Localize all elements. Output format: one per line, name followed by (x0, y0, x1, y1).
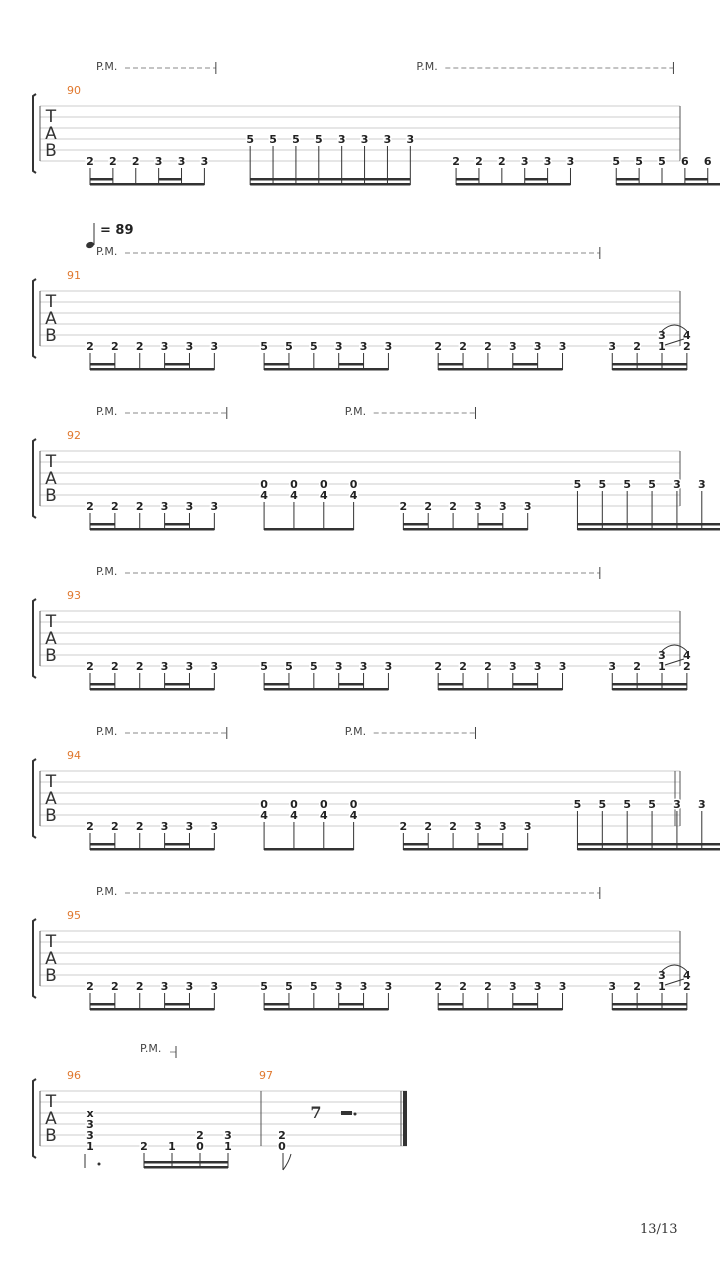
palm-mute-label: P.M. (96, 405, 118, 418)
tab-clef-b: B (45, 806, 57, 826)
eighth-rest: 7 (310, 1103, 322, 1122)
fret-number: 2 (459, 660, 467, 673)
fret-number: 3 (533, 340, 542, 353)
beam-secondary (165, 843, 190, 846)
tab-clef-a: A (45, 309, 57, 329)
fret-number: 5 (598, 798, 607, 811)
beam-primary (90, 848, 214, 851)
fret-number: 2 (683, 660, 691, 673)
measure-number: 90 (67, 84, 81, 97)
beam-secondary (250, 178, 410, 181)
system-bracket (33, 94, 36, 173)
beam-secondary (264, 1003, 289, 1006)
fret-number: 0 (319, 478, 328, 491)
palm-mute-label: P.M. (344, 725, 367, 738)
tab-clef-a: A (45, 949, 57, 969)
beam-secondary (339, 363, 364, 366)
beam-secondary (612, 683, 687, 686)
fret-number: 3 (658, 969, 666, 982)
fret-number: 0 (349, 798, 358, 811)
beam-primary (577, 528, 720, 531)
fret-number: 3 (543, 155, 552, 168)
tab-clef-t: T (45, 932, 57, 952)
beam-secondary (612, 363, 687, 366)
fret-number: 3 (360, 133, 369, 146)
fret-number: 4 (349, 809, 358, 822)
measure-number: 95 (67, 909, 81, 922)
beam-secondary (438, 1003, 463, 1006)
augmentation-dot (354, 1113, 357, 1116)
beam-primary (264, 1008, 388, 1011)
fret-number: 3 (697, 478, 706, 491)
fret-number: 2 (109, 155, 117, 168)
fret-number: 0 (319, 798, 328, 811)
fret-number: 2 (111, 500, 119, 513)
fret-number: 3 (558, 980, 567, 993)
fret-number: 2 (449, 820, 457, 833)
fret-number: 3 (608, 340, 617, 353)
fret-number: 3 (508, 340, 517, 353)
tab-clef-a: A (45, 789, 57, 809)
tab-clef-b: B (45, 141, 57, 161)
beam-secondary (577, 523, 720, 526)
fret-number: 5 (260, 340, 268, 353)
beam-secondary (513, 683, 538, 686)
fret-number: 4 (349, 489, 358, 502)
fret-number: 5 (635, 155, 643, 168)
fret-number: 3 (533, 660, 542, 673)
fret-number: 0 (260, 798, 268, 811)
fret-number: 2 (683, 340, 691, 353)
final-barline-thick (403, 1091, 407, 1146)
fret-number: 1 (168, 1140, 176, 1153)
fret-number: 5 (573, 798, 582, 811)
fret-number: 5 (260, 660, 268, 673)
tab-clef-t: T (45, 1092, 57, 1112)
beam-secondary (438, 363, 463, 366)
beam-primary (264, 848, 354, 851)
fret-number: 2 (135, 820, 144, 833)
fret-number: 2 (452, 155, 460, 168)
beam-secondary (438, 683, 463, 686)
fret-number: 2 (633, 660, 641, 673)
page-number: 13/13 (640, 1222, 678, 1237)
system-bracket (33, 599, 36, 678)
fret-number: 3 (558, 340, 567, 353)
slide-mark (665, 659, 684, 665)
fret-number: 3 (185, 820, 194, 833)
fret-number: 5 (292, 133, 300, 146)
fret-number: 3 (154, 155, 163, 168)
fret-number: 3 (520, 155, 529, 168)
fret-number: 4 (290, 489, 298, 502)
system-bracket (33, 1079, 36, 1158)
fret-number: 3 (658, 329, 666, 342)
beam-primary (264, 368, 388, 371)
beam-secondary (90, 843, 115, 846)
fret-number: 0 (196, 1140, 204, 1153)
fret-number: 2 (475, 155, 483, 168)
palm-mute-label: P.M. (344, 405, 367, 418)
fret-number: 2 (633, 340, 641, 353)
fret-number: 2 (459, 340, 467, 353)
fret-number: 5 (260, 980, 268, 993)
fret-number: 3 (384, 980, 393, 993)
beam-secondary (616, 178, 639, 181)
palm-mute-label: P.M. (96, 245, 118, 258)
fret-number: 2 (424, 820, 433, 833)
fret-number: 2 (683, 980, 691, 993)
fret-number: 4 (290, 809, 298, 822)
fret-number: 2 (111, 660, 119, 673)
half-rest (341, 1111, 352, 1115)
fret-number: 5 (309, 980, 318, 993)
chord-fret: 1 (86, 1140, 94, 1153)
fret-number: 2 (135, 660, 144, 673)
beam-secondary (612, 1003, 687, 1006)
fret-number: 3 (160, 660, 169, 673)
palm-mute-label: P.M. (416, 60, 438, 73)
fret-number: 4 (683, 329, 691, 342)
fret-number: 2 (449, 500, 457, 513)
fret-number: 5 (285, 340, 293, 353)
tab-clef-b: B (45, 646, 57, 666)
fret-number: 3 (210, 660, 219, 673)
fret-number: 5 (598, 478, 607, 491)
fret-number: 0 (260, 478, 268, 491)
beam-primary (90, 528, 214, 531)
fret-number: 5 (623, 798, 632, 811)
tab-clef-b: B (45, 1126, 57, 1146)
fret-number: 3 (383, 133, 392, 146)
tab-clef-a: A (45, 469, 57, 489)
beam-secondary (525, 178, 548, 181)
beam-secondary (165, 683, 190, 686)
beam-primary (456, 183, 570, 186)
beam-secondary (165, 363, 190, 366)
system-bracket (33, 759, 36, 838)
beam-secondary (165, 1003, 190, 1006)
fret-number: 2 (135, 340, 144, 353)
beam-secondary (478, 843, 503, 846)
fret-number: 3 (533, 980, 542, 993)
tab-clef-t: T (45, 772, 57, 792)
fret-number: 0 (290, 798, 298, 811)
fret-number: 4 (319, 489, 328, 502)
fret-number: 2 (434, 980, 443, 993)
fret-number: 2 (434, 660, 443, 673)
palm-mute-label: P.M. (140, 1042, 162, 1055)
palm-mute-label: P.M. (96, 885, 118, 898)
fret-number: 3 (185, 500, 194, 513)
beam-secondary (403, 523, 428, 526)
fret-number: 3 (508, 980, 517, 993)
beam-primary (403, 848, 527, 851)
fret-number: 3 (658, 649, 666, 662)
fret-number: 3 (523, 820, 532, 833)
fret-number: 5 (612, 155, 621, 168)
palm-mute-label: P.M. (96, 60, 118, 73)
beam-primary (90, 688, 214, 691)
fret-number: 2 (424, 500, 433, 513)
beam-primary (90, 1008, 214, 1011)
fret-number: 3 (210, 980, 219, 993)
fret-number: 3 (359, 340, 368, 353)
fret-number: 3 (406, 133, 415, 146)
fret-number: 5 (648, 798, 656, 811)
fret-number: 3 (566, 155, 575, 168)
measure-number: 92 (67, 429, 81, 442)
fret-number: 2 (459, 980, 467, 993)
fret-number: 2 (140, 1140, 148, 1153)
measure-number: 91 (67, 269, 81, 282)
beam-primary (90, 368, 214, 371)
fret-number: 2 (86, 820, 94, 833)
beam-secondary (685, 178, 708, 181)
fret-number: 3 (499, 500, 507, 513)
fret-number: 0 (349, 478, 358, 491)
measure-number: 97 (259, 1069, 273, 1082)
beam-secondary (90, 1003, 115, 1006)
fret-number: 2 (484, 660, 492, 673)
beam-secondary (456, 178, 479, 181)
fret-number: 2 (111, 820, 119, 833)
fret-number: 3 (359, 660, 368, 673)
fret-number: 2 (399, 500, 408, 513)
fret-number: 2 (86, 340, 94, 353)
chord-fret: 3 (86, 1129, 94, 1142)
beam-secondary (159, 178, 182, 181)
system-bracket (33, 919, 36, 998)
fret-number: 2 (278, 1129, 286, 1142)
fret-number: 3 (210, 340, 219, 353)
fret-number: 2 (633, 980, 641, 993)
fret-number: 5 (285, 660, 293, 673)
beam-primary (90, 183, 204, 186)
measure-number: 94 (67, 749, 81, 762)
fret-number: 2 (111, 340, 119, 353)
fret-number: 3 (499, 820, 507, 833)
fret-number: 3 (160, 980, 169, 993)
tempo-mark: = 89 (100, 223, 134, 238)
fret-number: 3 (160, 340, 169, 353)
fret-number: 3 (384, 340, 393, 353)
fret-number: 3 (359, 980, 368, 993)
fret-number: 1 (658, 340, 666, 353)
tab-clef-b: B (45, 966, 57, 986)
tab-clef-a: A (45, 1109, 57, 1129)
beam-primary (250, 183, 410, 186)
fret-number: 3 (673, 478, 681, 491)
fret-number: 3 (608, 980, 617, 993)
beam-secondary (403, 843, 428, 846)
fret-number: 5 (309, 340, 318, 353)
beam-secondary (513, 363, 538, 366)
tab-clef-t: T (45, 452, 57, 472)
fret-number: 5 (658, 155, 666, 168)
fret-number: 3 (558, 660, 567, 673)
fret-number: 3 (177, 155, 186, 168)
beam-primary (616, 183, 720, 186)
fret-number: 5 (285, 980, 293, 993)
fret-number: 1 (224, 1140, 232, 1153)
fret-number: 2 (86, 660, 94, 673)
fret-number: 2 (484, 980, 492, 993)
beam-secondary (264, 363, 289, 366)
fret-number: 3 (334, 340, 343, 353)
beam-secondary (165, 523, 190, 526)
fret-number: 2 (86, 155, 94, 168)
beam-secondary (339, 683, 364, 686)
palm-mute-label: P.M. (96, 565, 118, 578)
fret-number: 0 (278, 1140, 286, 1153)
tab-clef-a: A (45, 124, 57, 144)
fret-number: 2 (434, 340, 443, 353)
fret-number: 3 (200, 155, 209, 168)
beam-secondary (577, 843, 720, 846)
fret-number: 3 (673, 798, 681, 811)
fret-number: 3 (185, 980, 194, 993)
beam-secondary (513, 1003, 538, 1006)
beam-primary (144, 1166, 228, 1169)
fret-number: 5 (269, 133, 277, 146)
fret-number: 1 (658, 660, 666, 673)
fret-number: 3 (210, 820, 219, 833)
chord-fret: 3 (86, 1118, 94, 1131)
measure-number: 96 (67, 1069, 81, 1082)
beam-primary (612, 1008, 687, 1011)
beam-primary (438, 688, 562, 691)
fret-number: 3 (608, 660, 617, 673)
fret-number: 6 (681, 155, 689, 168)
beam-secondary (264, 683, 289, 686)
fret-number: 2 (484, 340, 492, 353)
tab-clef-t: T (45, 292, 57, 312)
fret-number: 5 (573, 478, 582, 491)
fret-number: 3 (697, 798, 706, 811)
fret-number: 3 (474, 500, 482, 513)
fret-number: 4 (683, 649, 691, 662)
tab-clef-t: T (45, 612, 57, 632)
fret-number: 5 (648, 478, 656, 491)
fret-number: 3 (185, 340, 194, 353)
fret-number: 0 (290, 478, 298, 491)
fret-number: 5 (314, 133, 323, 146)
fret-number: 2 (498, 155, 506, 168)
augmentation-dot (98, 1163, 101, 1166)
fret-number: 3 (160, 820, 169, 833)
fret-number: 3 (210, 500, 219, 513)
fret-number: 3 (185, 660, 194, 673)
tempo-note (85, 241, 95, 249)
fret-number: 2 (135, 980, 144, 993)
beam-primary (438, 1008, 562, 1011)
beam-secondary (90, 683, 115, 686)
tab-clef-b: B (45, 486, 57, 506)
beam-primary (264, 528, 354, 531)
fret-number: 5 (246, 133, 254, 146)
fret-number: 4 (319, 809, 328, 822)
system-bracket (33, 439, 36, 518)
fret-number: 4 (260, 489, 268, 502)
fret-number: 3 (224, 1129, 232, 1142)
tab-clef-b: B (45, 326, 57, 346)
beam-secondary (90, 363, 115, 366)
fret-number: 5 (309, 660, 318, 673)
fret-number: 3 (337, 133, 346, 146)
beam-secondary (478, 523, 503, 526)
tab-clef-a: A (45, 629, 57, 649)
beam-secondary (90, 178, 113, 181)
chord-fret: x (86, 1107, 94, 1120)
slide-mark (665, 339, 684, 345)
fret-number: 2 (131, 155, 140, 168)
note-flag (283, 1154, 291, 1170)
beam-secondary (90, 523, 115, 526)
measure-number: 93 (67, 589, 81, 602)
beam-primary (264, 688, 388, 691)
fret-number: 5 (623, 478, 632, 491)
tab-clef-t: T (45, 107, 57, 127)
system-bracket (33, 279, 36, 358)
fret-number: 2 (86, 980, 94, 993)
fret-number: 2 (196, 1129, 204, 1142)
fret-number: 6 (703, 155, 712, 168)
beam-primary (403, 528, 527, 531)
fret-number: 3 (384, 660, 393, 673)
fret-number: 1 (658, 980, 666, 993)
fret-number: 4 (683, 969, 691, 982)
fret-number: 3 (508, 660, 517, 673)
beam-primary (612, 688, 687, 691)
fret-number: 2 (399, 820, 408, 833)
fret-number: 2 (135, 500, 144, 513)
fret-number: 2 (86, 500, 94, 513)
fret-number: 2 (111, 980, 119, 993)
beam-secondary (144, 1161, 228, 1164)
beam-primary (577, 848, 720, 851)
beam-primary (612, 368, 687, 371)
beam-primary (438, 368, 562, 371)
fret-number: 3 (160, 500, 169, 513)
fret-number: 3 (334, 980, 343, 993)
slide-mark (665, 979, 684, 985)
beam-secondary (339, 1003, 364, 1006)
fret-number: 3 (523, 500, 532, 513)
fret-number: 4 (260, 809, 268, 822)
fret-number: 3 (474, 820, 482, 833)
palm-mute-label: P.M. (96, 725, 118, 738)
fret-number: 3 (334, 660, 343, 673)
